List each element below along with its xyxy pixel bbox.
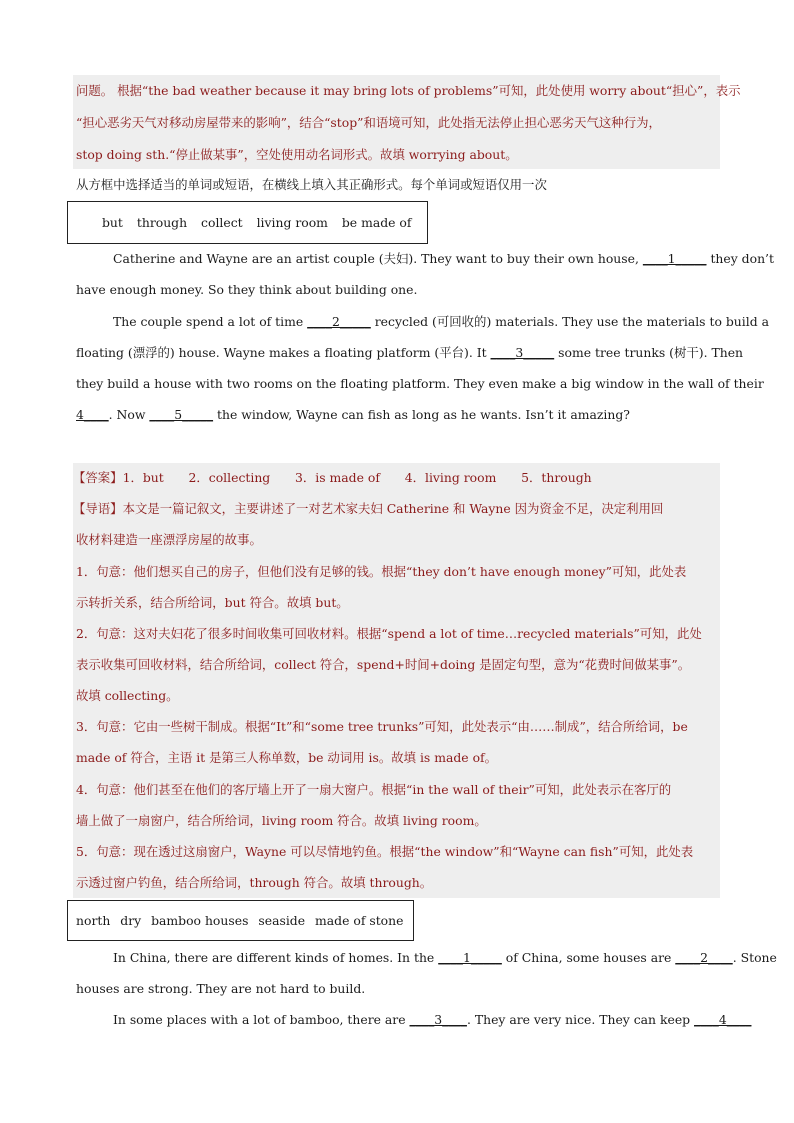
text: they don’t [706, 251, 774, 266]
word-box [67, 201, 428, 244]
word-option: bamboo houses [151, 913, 249, 928]
explanation-line: “担心恶劣天气对移动房屋带来的影响”，结合“stop”和语境可知，此处指无法停止担心恶劣天气这种行为， [76, 115, 661, 130]
instruction: 从方框中选择适当的单词或短语，在横线上填入其正确形式。每个单词或短语仅用一次 [76, 177, 547, 192]
explanation-line: 3．句意：它由一些树干制成。根据“It”和“some tree trunks”可知，此处表示“由……制成”，结合所给词，be [76, 719, 688, 734]
passage-line [113, 1012, 751, 1028]
blank-3[interactable]: ____3_____ [490, 345, 555, 360]
text: . Now [108, 407, 150, 422]
explanation-line: 4．句意：他们甚至在他们的客厅墙上开了一扇大窗户。根据“in the wall of their”可知，此处表示在客厅的 [76, 782, 672, 797]
text: floating (漂浮的) house. Wayne makes a floating platform (平台). It [76, 345, 491, 360]
guide-line [73, 501, 663, 517]
passage-line: have enough money. So they think about building one. [76, 282, 418, 297]
passage-line: houses are strong. They are not hard to build. [76, 981, 366, 996]
explanation-line: 问题。 根据“the bad weather because it may bring lots of problems”可知，此处使用 worry about“担心”，表示 [76, 83, 741, 98]
explanation-line: 示转折关系，结合所给词，but 符合。故填 but。 [76, 595, 349, 610]
blank-5[interactable]: ____5_____ [149, 407, 214, 422]
blank-3[interactable]: ____3____ [409, 1012, 467, 1027]
explanation-line: 表示收集可回收材料，结合所给词，collect 符合，spend+时间+doing 是固定句型，意为“花费时间做某事”。 [76, 657, 691, 672]
answer-items: 1．but 2．collecting 3．is made of 4．living room 5．through [122, 470, 592, 485]
blank-2[interactable]: ____2____ [675, 950, 733, 965]
passage-line: they build a house with two rooms on the floating platform. They even make a big window in the wall of their [76, 376, 764, 391]
guide-text: 本文是一篇记叙文，主要讲述了一对艺术家夫妇 Catherine 和 Wayne 因为资金不足，决定利用回 [122, 501, 664, 516]
word-box-2 [67, 900, 414, 941]
text: Catherine and Wayne are an artist couple (夫妇). They want to buy their own house, [113, 251, 643, 266]
explanation-line: 2．句意：这对夫妇花了很多时间收集可回收材料。根据“spend a lot of time…recycled materials”可知，此处 [76, 626, 702, 641]
text: . Stone [732, 950, 777, 965]
passage-line [76, 407, 630, 423]
explanation-line: 示透过窗户钓鱼，结合所给词，through 符合。故填 through。 [76, 875, 433, 890]
word-option: collect [201, 215, 243, 230]
explanation-line: 故填 collecting。 [76, 688, 179, 703]
word-option: through [136, 215, 188, 230]
passage-line [113, 314, 769, 330]
explanation-line: 5．句意：现在透过这扇窗户，Wayne 可以尽情地钓鱼。根据“the window”和“Wayne can fish”可知，此处表 [76, 844, 694, 859]
text: . They are very nice. They can keep [466, 1012, 695, 1027]
explanation-line: made of 符合，主语 it 是第三人称单数，be 动词用 is。故填 is made of。 [76, 750, 498, 765]
word-option: living room [256, 215, 328, 230]
word-option: dry [120, 913, 142, 928]
blank-1[interactable]: ____1_____ [438, 950, 502, 965]
word-option: but [102, 215, 123, 230]
previous-explanation [73, 75, 741, 169]
guide-line: 收材料建造一座漂浮房屋的故事。 [76, 532, 262, 547]
explanation-line: stop doing sth.“停止做某事”，空处使用动名词形式。故填 worrying about。 [76, 147, 518, 162]
answer-block [73, 463, 720, 898]
word-option: seaside [258, 913, 306, 928]
text: In some places with a lot of bamboo, there are [113, 1012, 410, 1027]
passage-line [113, 950, 777, 966]
text: the window, Wayne can fish as long as he wants. Isn’t it amazing? [213, 407, 630, 422]
explanation-line: 1．句意：他们想买自己的房子，但他们没有足够的钱。根据“they don’t have enough money”可知，此处表 [76, 564, 687, 579]
text: some tree trunks (树干). Then [554, 345, 744, 360]
blank-4[interactable]: 4____ [76, 407, 109, 422]
text: recycled (可回收的) materials. They use the materials to build a [370, 314, 769, 329]
answer-line [73, 470, 592, 486]
passage-line [76, 345, 743, 361]
blank-4[interactable]: ____4____ [694, 1012, 752, 1027]
text: of China, some houses are [501, 950, 676, 965]
blank-1[interactable]: ____1_____ [642, 251, 707, 266]
blank-2[interactable]: ____2_____ [307, 314, 371, 329]
explanation-line: 墙上做了一扇窗户，结合所给词，living room 符合。故填 living room。 [76, 813, 487, 828]
text: In China, there are different kinds of homes. In the [113, 950, 439, 965]
guide-tag: 【导语】 [73, 501, 123, 516]
passage-line [113, 251, 774, 267]
word-option: made of stone [315, 913, 404, 928]
word-option: be made of [341, 215, 412, 230]
answer-tag: 【答案】 [73, 470, 123, 485]
word-option: north [76, 913, 111, 928]
text: The couple spend a lot of time [113, 314, 308, 329]
